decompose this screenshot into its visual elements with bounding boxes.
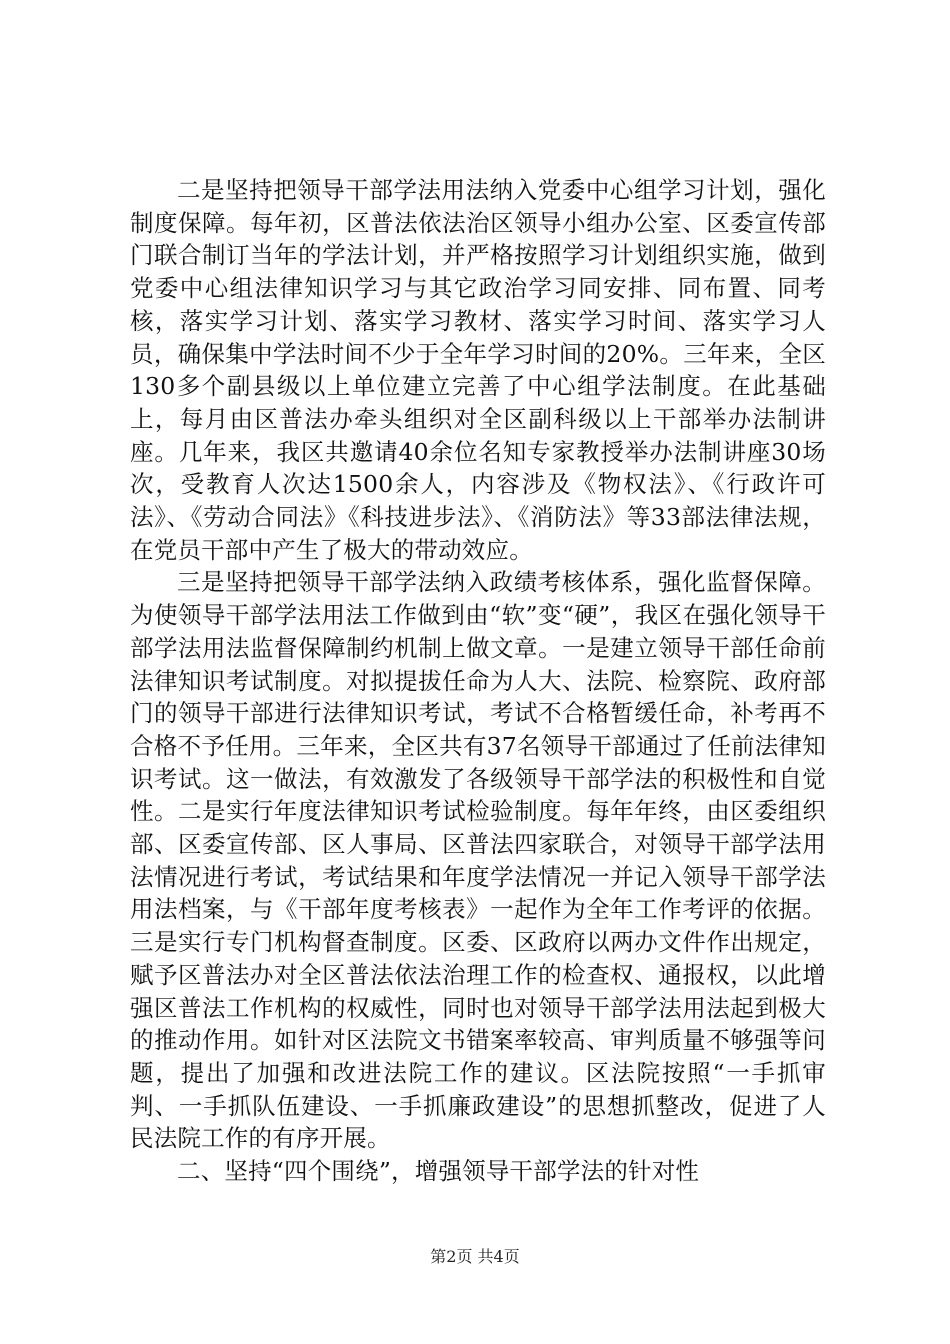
document-body [130, 174, 826, 1188]
paragraph-supervision-guarantee: 三是坚持把领导干部学法纳入政绩考核体系，强化监督保障。为使领导干部学法用法工作做到由“软”变“硬”，我区在强化领导干部学法用法监督保障制约机制上做文章。一是建立领导干部任命前法律知识考试制度。对拟提拔任命为人大、法院、检察院、政府部门的领导干部进行法律知识考试，考试不合格暂缓任命，补考再不合格不予任用。三年来，全区共有37名领导干部通过了任前法律知识考试。这一做法，有效激发了各级领导干部学法的积极性和自觉性。二是实行年度法律知识考试检验制度。每年年终，由区委组织部、区委宣传部、区人事局、区普法四家联合，对领导干部学法用法情况进行考试，考试结果和年度学法情况一并记入领导干部学法用法档案，与《干部年度考核表》一起作为全年工作考评的依据。三是实行专门机构督查制度。区委、区政府以两办文件作出规定，赋予区普法办对全区普法依法治理工作的检查权、通报权，以此增强区普法工作机构的权威性，同时也对领导干部学法用法起到极大的推动作用。如针对区法院文书错案率较高、审判质量不够强等问题，提出了加强和改进法院工作的建议。区法院按照“一手抓审判、一手抓队伍建设、一手抓廉政建设”的思想抓整改，促进了人民法院工作的有序开展。 [130, 568, 826, 1153]
page-footer: 第2页 共4页 [430, 1247, 520, 1266]
paragraph-system-guarantee: 二是坚持把领导干部学法用法纳入党委中心组学习计划，强化制度保障。每年初，区普法依法治区领导小组办公室、区委宣传部门联合制订当年的学法计划，并严格按照学习计划组织实施，做到党委中心组法律知识学习与其它政治学习同安排、同布置、同考核，落实学习计划、落实学习教材、落实学习时间、落实学习人员，确保集中学法时间不少于全年学习时间的20%。三年来，全区130多个副县级以上单位建立完善了中心组学法制度。在此基础上，每月由区普法办牵头组织对全区副科级以上干部举办法制讲座。几年来，我区共邀请40余位名知专家教授举办法制讲座30场次，受教育人次达1500余人，内容涉及《物权法》、《行政许可法》、《劳动合同法》《科技进步法》、《消防法》等33部法律法规，在党员干部中产生了极大的带动效应。 [130, 176, 826, 564]
section-heading-four-focuses: 二、坚持“四个围绕”，增强领导干部学法的针对性 [177, 1157, 700, 1186]
